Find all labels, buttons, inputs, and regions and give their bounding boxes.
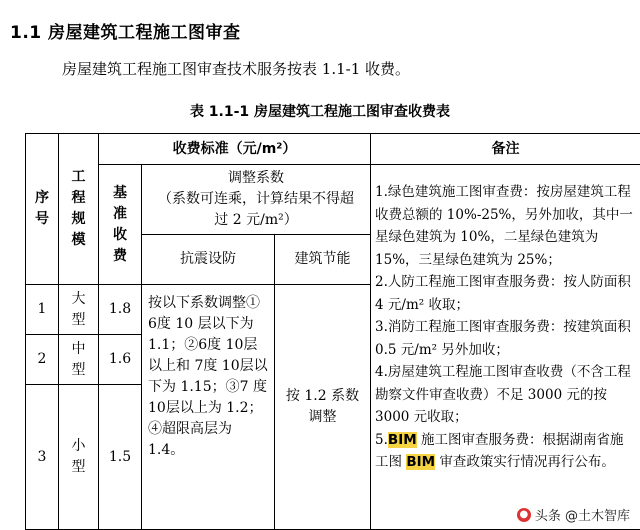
remark-item-bim: 5.BIM 施工图审查服务费：根据湖南省施工图 BIM 审查政策实行情况再行公布。 [375,431,624,470]
intro-paragraph: 房屋建筑工程施工图审查技术服务按表 1.1-1 收费。 [62,60,411,78]
header-seq: 序 号 [26,134,59,285]
remark-item: 4.房屋建筑工程施工图审查收费（不含工程勘察文件审查收费）不足 3000 元的按 3000 元收取； [375,364,631,425]
toutiao-icon: ● [517,508,531,522]
seismic-factors: 按以下系数调整① 6度 10 层以下为 1.1；②6度 10层以上和 7度 10层以下为 1.15；③7 度 10层以上为 1.2；④超限高层为 1.4。 [142,285,275,530]
row-base-fee: 1.6 [99,335,142,385]
remarks-cell [371,165,640,530]
header-base-fee: 基 准 收 费 [99,165,142,285]
row-base-fee: 1.5 [99,385,142,530]
header-adjust-title: 调整系数 [228,170,284,186]
source-badge-text: 头条 @土木智库 [534,509,630,524]
row-base-fee: 1.8 [99,285,142,335]
source-badge [513,503,634,526]
highlight-bim: BIM [387,431,417,448]
row-seq: 3 [26,385,59,530]
header-energy: 建筑节能 [275,235,371,285]
header-adjust-note: （系数可连乘，计算结果不得超过 2 元/m²） [158,191,354,228]
row-seq: 2 [26,335,59,385]
remark-item: 1.绿色建筑施工图审查费：按房屋建筑工程收费总额的 10%-25%，另外加收，其中一星绿色建筑为 10%，二星绿色建筑为 15%，三星绿色建筑为 25%； [375,184,633,268]
row-scale: 小 型 [59,385,99,530]
header-seismic: 抗震设防 [142,235,275,285]
energy-factor: 按 1.2 系数调整 [275,285,371,530]
section-heading: 1.1 房屋建筑工程施工图审查 [10,23,241,43]
remark-item: 2.人防工程施工图审查服务费：按人防面积 4 元/m² 收取； [375,274,631,313]
row-scale: 大 型 [59,285,99,335]
table-caption: 表 1.1-1 房屋建筑工程施工图审查收费表 [189,104,451,120]
header-standard: 收费标准（元/m²） [99,134,371,165]
fee-table [25,133,640,530]
highlight-bim: BIM [406,454,436,470]
header-remarks: 备注 [371,134,640,165]
remark-item: 3.消防工程施工图审查服务费：按建筑面积 0.5 元/m² 另外加收； [375,319,631,358]
row-seq: 1 [26,285,59,335]
header-adjust [142,165,371,235]
row-scale: 中 型 [59,335,99,385]
header-scale: 工 程 规 模 [59,134,99,285]
